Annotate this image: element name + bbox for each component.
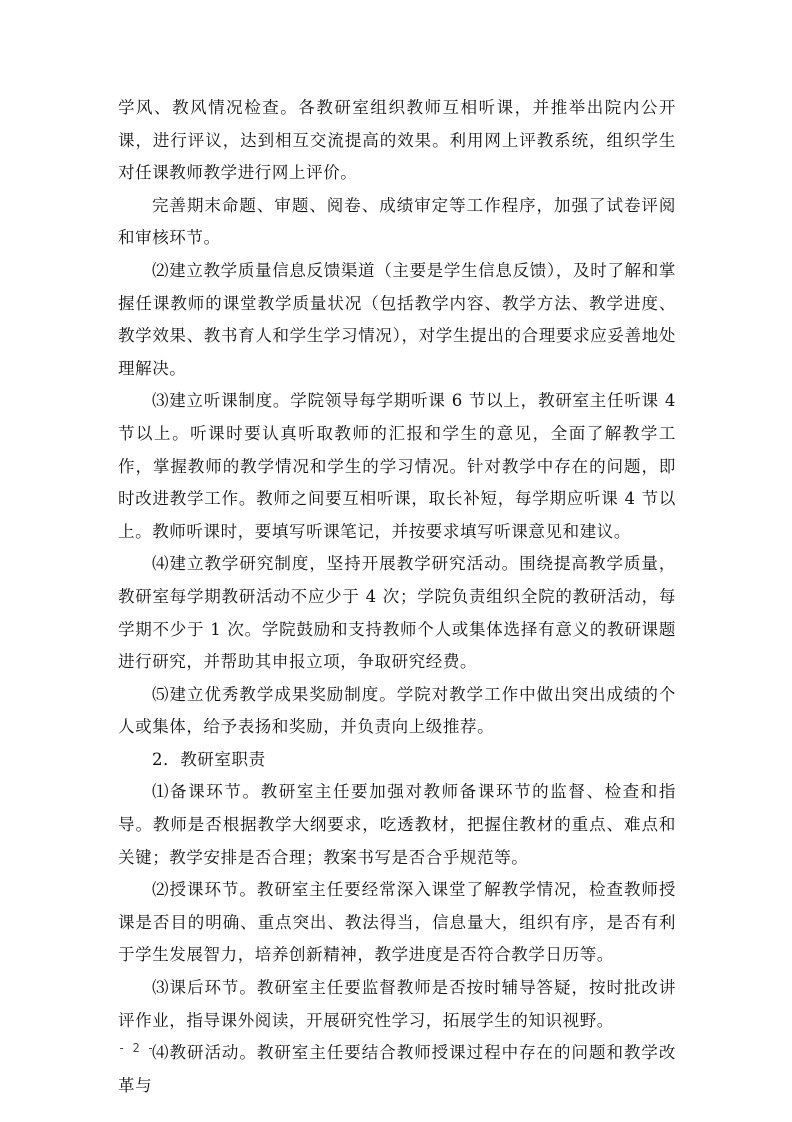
paragraph-1: 学风、教风情况检查。各教研室组织教师互相听课，并推举出院内公开课，进行评议，达到相互交流提高的效果。利用网上评教系统，组织学生对任课教师教学进行网上评价。 (118, 98, 676, 183)
paragraph-6: ⑸建立优秀教学成果奖励制度。学院对教学工作中做出突出成绩的个人或集体，给予表扬和奖励，并负责向上级推荐。 (118, 684, 676, 737)
paragraph-7: ⑴备课环节。教研室主任要加强对教师备课环节的监督、检查和指导。教师是否根据教学大纲要求，吃透教材，把握住教材的重点、难点和关键；教学安排是否合理；教案书写是否合乎规范等。 (118, 782, 676, 867)
document-body (118, 92, 676, 1102)
paragraph-8: ⑵授课环节。教研室主任要经常深入课堂了解教学情况，检查教师授课是否目的明确、重点突出、教法得当，信息量大，组织有序，是否有利于学生发展智力，培养创新精神，教学进度是否符合教学日历等。 (118, 880, 676, 965)
paragraph-10: ⑷教研活动。教研室主任要结合教师授课过程中存在的问题和教学改革与 (118, 1043, 676, 1095)
paragraph-2: 完善期末命题、审题、阅卷、成绩审定等工作程序，加强了试卷评阅和审核环节。 (118, 195, 676, 248)
paragraph-3: ⑵建立教学质量信息反馈渠道（主要是学生信息反馈），及时了解和掌握任课教师的课堂教学质量状况（包括教学内容、教学方法、教学进度、教学效果、教书育人和学生学习情况），对学生提出的合理要求应妥善地处理解决。 (118, 260, 676, 378)
paragraph-5: ⑷建立教学研究制度，坚持开展教学研究活动。围绕提高教学质量，教研室每学期教研活动不应少于 4 次；学院负责组织全院的教研活动，每学期不少于 1 次。学院鼓励和支持教师个人或集体选择有意义的教研课题进行研究，并帮助其申报立项，争取研究经费。 (118, 554, 676, 672)
section-heading: 2．教研室职责 (152, 749, 266, 769)
page-number: - 2 - (118, 1041, 155, 1055)
paragraph-9: ⑶课后环节。教研室主任要监督教师是否按时辅导答疑，按时批改讲评作业，指导课外阅读，开展研究性学习，拓展学生的知识视野。 (118, 978, 676, 1030)
paragraph-4: ⑶建立听课制度。学院领导每学期听课 6 节以上，教研室主任听课 4 节以上。听课时要认真听取教师的汇报和学生的意见，全面了解教学工作，掌握教师的教学情况和学生的学习情况。针对教学中存在的问题，即时改进教学工作。教师之间要互相听课，取长补短，每学期应听课 4 节以上。教师听课时，要填写听课笔记，并按要求填写听课意见和建议。 (118, 391, 676, 541)
